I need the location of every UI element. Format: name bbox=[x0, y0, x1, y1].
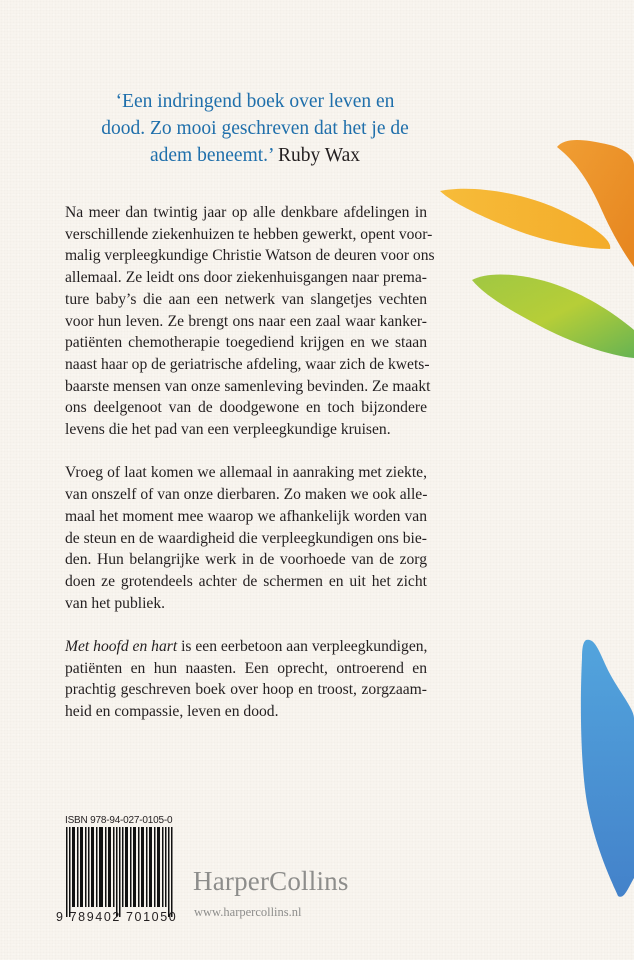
text-line: patiënten chemotherapie toegediend krijgen en we staan bbox=[65, 334, 427, 352]
barcode-icon bbox=[64, 827, 174, 922]
text-line: allemaal. Ze leidt ons door ziekenhuisgangen naar prema- bbox=[65, 269, 427, 287]
text-line: van onszelf of van onze dierbaren. Zo maken we ook alle- bbox=[65, 486, 428, 504]
blue-leaf-illustration bbox=[580, 638, 634, 900]
blurb-paragraph-1 bbox=[65, 202, 435, 441]
quote-line-2: dood. Zo mooi geschreven dat het je de bbox=[101, 118, 409, 139]
text-line: verschillende ziekenhuizen te hebben gewerkt, opent voor- bbox=[65, 225, 433, 243]
publisher-logo: HarperCollins bbox=[193, 866, 349, 896]
text-line: Vroeg of laat komen we allemaal in aanraking met ziekte, bbox=[65, 464, 427, 482]
quote-line-1: ‘Een indringend boek over leven en bbox=[115, 91, 395, 112]
text-line: den. Hun belangrijke werk in de voorhoede van de zorg bbox=[65, 551, 427, 569]
endorsement-quote bbox=[60, 88, 450, 169]
text-line: naast haar op de geriatrische afdeling, waar zich de kwets- bbox=[65, 355, 430, 373]
text-line: baarste mensen van onze samenleving bevinden. Ze maakt bbox=[65, 377, 431, 395]
text-line: levens die het pad van een verpleegkundige kruisen. bbox=[65, 421, 391, 439]
text-line: patiënten en hun naasten. Een oprecht, ontroerend en bbox=[65, 659, 427, 677]
text-line-rest: is een eerbetoon aan verpleegkundigen, bbox=[177, 638, 428, 656]
blurb-body bbox=[65, 202, 435, 745]
text-line: Na meer dan twintig jaar op alle denkbare afdelingen in bbox=[65, 204, 427, 221]
barcode-digits: 9 789402 701050 bbox=[56, 910, 178, 924]
quote-author: Ruby Wax bbox=[277, 145, 360, 166]
publisher-website: www.harpercollins.nl bbox=[194, 905, 302, 919]
green-leaf-illustration bbox=[470, 270, 634, 360]
text-line: de steun en de waardigheid die verpleegkundigen ons bie- bbox=[65, 529, 427, 547]
quote-line-3 bbox=[60, 142, 450, 169]
text-line: van het publiek. bbox=[65, 594, 166, 612]
text-line: maal het moment mee waarop we afhankelijk worden van bbox=[65, 507, 427, 525]
text-line: ture baby’s die aan een netwerk van slangetjes vechten bbox=[65, 290, 427, 308]
blurb-paragraph-2 bbox=[65, 462, 427, 614]
text-line: heid en compassie, leven en dood. bbox=[65, 703, 279, 721]
isbn-label: ISBN 978-94-027-0105-0 bbox=[65, 815, 173, 826]
text-line: prachtig geschreven boek over hoop en troost, zorgzaam- bbox=[65, 681, 427, 699]
text-line: voor hun leven. Ze brengt ons naar een zaal waar kanker- bbox=[65, 312, 427, 330]
yellow-leaf-illustration bbox=[438, 187, 634, 267]
blurb-paragraph-3 bbox=[65, 636, 427, 723]
text-line: ons deelgenoot van de doodgewone en toch bijzondere bbox=[65, 399, 427, 417]
text-line: malig verpleegkundige Christie Watson de deuren voor ons bbox=[65, 247, 435, 265]
quote-line-3-text: adem beneemt.’ bbox=[150, 145, 274, 166]
text-line bbox=[65, 636, 427, 658]
book-title-italic: Met hoofd en hart bbox=[65, 638, 178, 656]
text-line: doen ze grotendeels achter de schermen en uit het zicht bbox=[65, 572, 427, 590]
